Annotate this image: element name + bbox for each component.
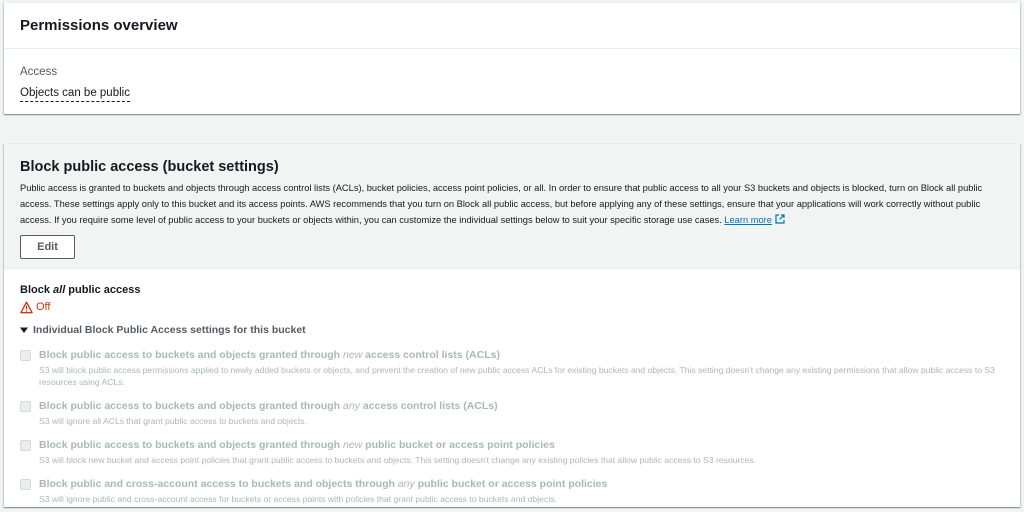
learn-more-link[interactable] <box>724 215 785 225</box>
block-all-suffix: public access <box>65 284 141 296</box>
setting-title-before: Block public access to buckets and objects granted through <box>39 400 343 412</box>
setting-checkbox-new-policies[interactable] <box>20 440 31 451</box>
setting-title-before: Block public access to buckets and objects granted through <box>39 439 343 451</box>
setting-title-emphasis: new <box>342 439 363 451</box>
setting-title <box>39 478 1009 491</box>
setting-title-before: Block public access to buckets and objects granted through <box>39 349 343 361</box>
setting-title-emphasis: any <box>342 400 360 412</box>
setting-text <box>39 478 1009 505</box>
external-link-icon <box>775 214 785 224</box>
status-off-text: Off <box>36 301 51 313</box>
individual-settings-label: Individual Block Public Access settings for this bucket <box>33 324 306 336</box>
individual-settings-expander[interactable] <box>20 323 1004 337</box>
block-all-status <box>20 300 1004 314</box>
setting-text <box>39 349 1009 388</box>
block-all-public-access-label <box>20 283 1004 297</box>
block-all-emphasis: all <box>53 284 66 296</box>
block-public-access-title: Block public access (bucket settings) <box>20 159 279 175</box>
setting-description: S3 will ignore public and cross-account access for buckets or access points with policies that grant public access to buckets and objects. <box>39 494 558 504</box>
setting-checkbox-any-acls[interactable] <box>20 401 31 412</box>
setting-title-after: public bucket or access point policies <box>414 478 608 490</box>
setting-title-emphasis: any <box>397 478 415 490</box>
setting-title <box>39 439 1009 452</box>
setting-any-policies <box>20 478 1004 505</box>
access-value[interactable]: Objects can be public <box>20 86 130 102</box>
setting-text <box>39 439 1009 466</box>
setting-checkbox-new-acls[interactable] <box>20 350 31 361</box>
caret-down-icon <box>20 326 28 334</box>
permissions-overview-body <box>4 49 1020 102</box>
learn-more-label: Learn more <box>724 215 772 225</box>
block-public-access-description <box>20 180 1010 228</box>
permissions-overview-panel <box>4 2 1020 114</box>
warning-icon <box>20 301 33 314</box>
setting-text <box>39 400 1009 427</box>
setting-new-acls <box>20 349 1004 388</box>
setting-title-before: Block public and cross-account access to buckets and objects through <box>39 478 398 490</box>
block-public-access-header <box>4 144 1020 269</box>
description-text: Public access is granted to buckets and objects through access control lists (ACLs), bucket policies, access point policies, or all. In order to ensure that public access to all your S3 buckets and objects is blocked, turn on Block all public access. These settings apply only to this bucket and its access points. AWS recommends that you turn on Block all public access, but before applying any of these settings, ensure that your applications will work correctly without public access. If you require some level of public access to your buckets or objects within, you can customize the individual settings below to suit your specific storage use cases. <box>20 183 983 225</box>
block-all-prefix: Block <box>20 284 54 296</box>
setting-description: S3 will block public access permissions applied to newly added buckets or objects, and prevent the creation of new public access ACLs for existing buckets and objects. This setting doesn't change any existing permissions that allow public access to S3 resources using ACLs. <box>39 365 995 387</box>
setting-title-emphasis: new <box>342 349 363 361</box>
permissions-overview-header <box>4 3 1020 49</box>
setting-title-after: access control lists (ACLs) <box>362 349 500 361</box>
block-public-access-panel <box>4 143 1020 507</box>
setting-description: S3 will ignore all ACLs that grant public access to buckets and objects. <box>39 416 307 426</box>
access-label: Access <box>20 66 58 78</box>
setting-checkbox-any-policies[interactable] <box>20 479 31 490</box>
setting-any-acls <box>20 400 1004 427</box>
setting-title <box>39 400 1009 413</box>
block-public-access-body <box>4 269 1020 505</box>
setting-title <box>39 349 1009 362</box>
setting-description: S3 will block new bucket and access point policies that grant public access to buckets and objects. This setting doesn't change any existing policies that allow public access to S3 resources. <box>39 455 757 465</box>
setting-title-after: access control lists (ACLs) <box>359 400 498 412</box>
setting-new-policies <box>20 439 1004 466</box>
setting-title-after: public bucket or access point policies <box>362 439 555 451</box>
edit-button[interactable]: Edit <box>20 235 75 259</box>
permissions-overview-title: Permissions overview <box>20 17 178 34</box>
